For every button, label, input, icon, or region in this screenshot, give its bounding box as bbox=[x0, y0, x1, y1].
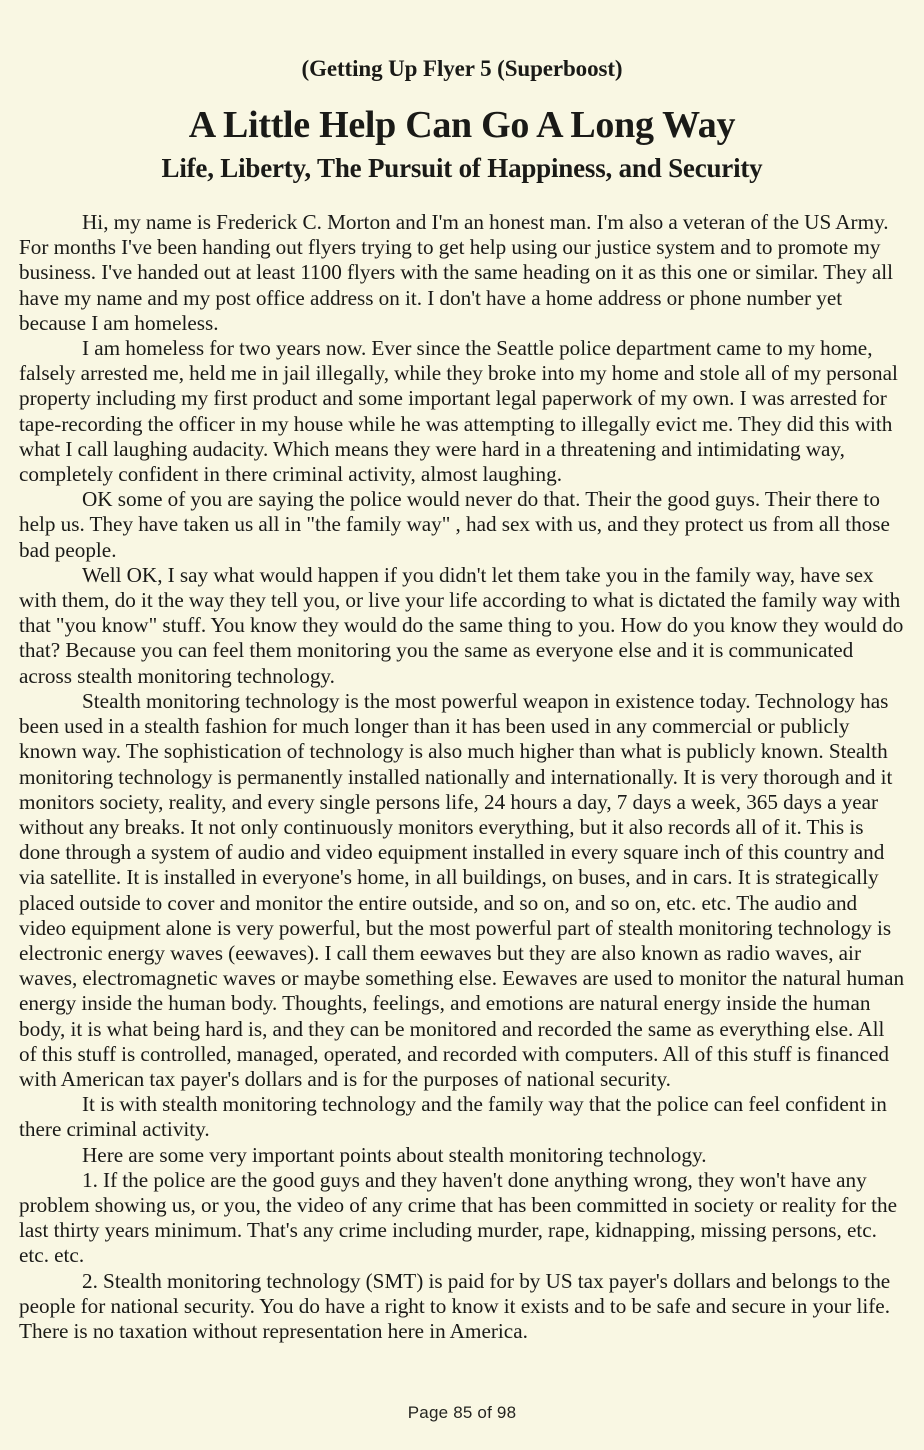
body-paragraph: Stealth monitoring technology is the most powerful weapon in existence today. Technology has been used in a stealth fashion for much longer than it has been used in any commercial or publicly known way. The sophistication of technology is also much higher than what is publicly known. Stealth monitoring technology is permanently installed nationally and internationally. It is very thorough and it monitors society, reality, and every single persons life, 24 hours a day, 7 days a week, 365 days a year without any breaks. It not only continuously monitors everything, but it also records all of it. This is done through a system of audio and video equipment installed in every square inch of this country and via satellite. It is installed in everyone's home, in all buildings, on buses, and in cars. It is strategically placed outside to cover and monitor the entire outside, and so on, and so on, etc. etc. The audio and video equipment alone is very powerful, but the most powerful part of stealth monitoring technology is electronic energy waves (eewaves). I call them eewaves but they are also known as radio waves, air waves, electromagnetic waves or maybe something else. Eewaves are used to monitor the natural human energy inside the human body. Thoughts, feelings, and emotions are natural energy inside the human body, it is what being hard is, and they can be monitored and recorded the same as everything else. All of this stuff is controlled, managed, operated, and recorded with computers. All of this stuff is financed with American tax payer's dollars and is for the purposes of national security. bbox=[19, 688, 905, 1091]
body-paragraph: Well OK, I say what would happen if you didn't let them take you in the family way, have sex with them, do it the way they tell you, or live your life according to what is dictated the family way with that "you know" stuff. You know they would do the same thing to you. How do you know they would do that? Because you can feel them monitoring you the same as everyone else and it is communicated across stealth monitoring technology. bbox=[19, 562, 904, 688]
body-paragraph: I am homeless for two years now. Ever since the Seattle police department came to my home, falsely arrested me, held me in jail illegally, while they broke into my home and stole all of my personal property including my first product and some important legal paperwork of my own. I was arrested for tape-recording the officer in my house while he was attempting to illegally evict me. They did this with what I call laughing audacity. Which means they were hard in a threatening and intimidating way, completely confident in there criminal activity, almost laughing. bbox=[19, 336, 898, 487]
page-title: A Little Help Can Go A Long Way bbox=[188, 104, 736, 147]
body-paragraph: Hi, my name is Frederick C. Morton and I'm an honest man. I'm also a veteran of the US Army. For months I've been handing out flyers trying to get help using our justice system and to promote my business. I've handed out at least 1100 flyers with the same heading on it as this one or similar. They all have my name and my post office address on it. I don't have a home address or phone number yet because I am homeless. bbox=[19, 210, 894, 335]
body-paragraph: OK some of you are saying the police would never do that. Their the good guys. Their there to help us. They have taken us all in "the family way" , had sex with us, and they protect us from all those bad people. bbox=[19, 487, 890, 562]
flyer-kicker: (Getting Up Flyer 5 (Superboost) bbox=[301, 56, 623, 81]
document-body bbox=[0, 184, 924, 1344]
body-paragraph-numbered-2: 2. Stealth monitoring technology (SMT) is paid for by US tax payer's dollars and belongs to the people for national security. You do have a right to know it exists and to be safe and secure in your life. There is no taxation without representation here in America. bbox=[19, 1268, 891, 1343]
page-number-footer: Page 85 of 98 bbox=[407, 1403, 517, 1422]
page-subtitle: Life, Liberty, The Pursuit of Happiness, and Security bbox=[161, 152, 763, 183]
body-paragraph: Here are some very important points about stealth monitoring technology. bbox=[82, 1142, 707, 1167]
document-header bbox=[0, 0, 924, 184]
body-paragraph: It is with stealth monitoring technology and the family way that the police can feel confident in there criminal activity. bbox=[19, 1092, 887, 1142]
body-paragraph-numbered-1: 1. If the police are the good guys and they haven't done anything wrong, they won't have any problem showing us, or you, the video of any crime that has been committed in society or reality for the last thirty years minimum. That's any crime including murder, rape, kidnapping, missing persons, etc. etc. etc. bbox=[19, 1167, 897, 1268]
